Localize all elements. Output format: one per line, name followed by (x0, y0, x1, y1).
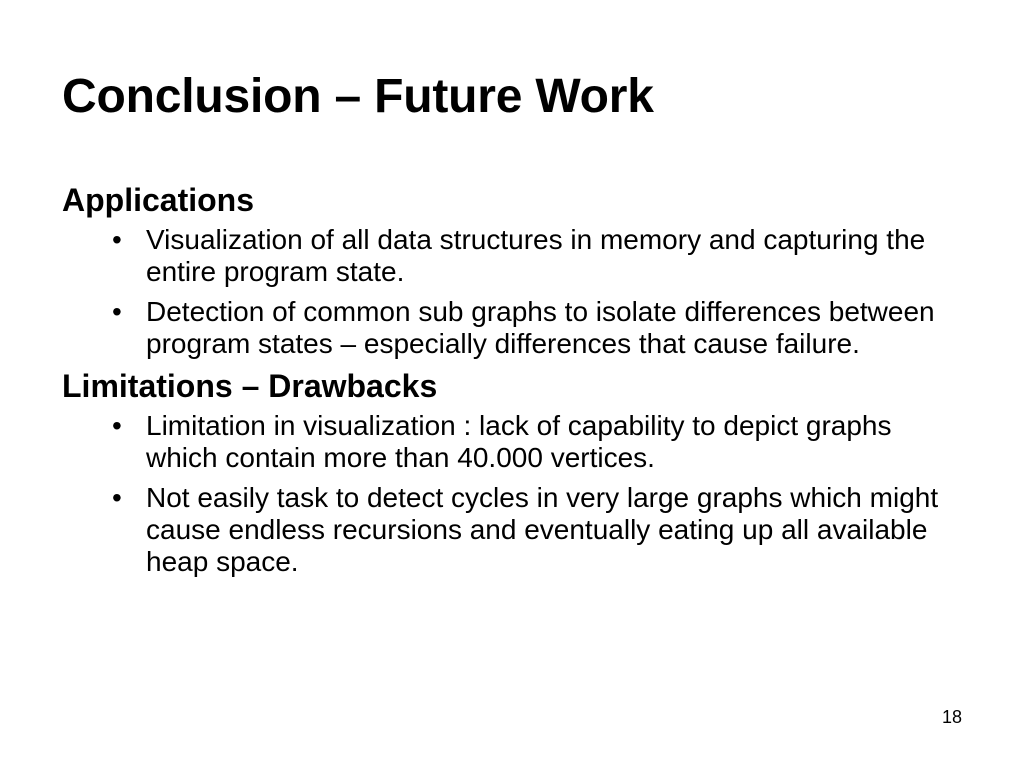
section-limitations (62, 366, 962, 578)
bullet-icon: • (112, 296, 122, 327)
bullet-text: Not easily task to detect cycles in very large graphs which might cause endless recursions and eventually eating up all available heap space. (146, 482, 939, 577)
section-heading-limitations: Limitations – Drawbacks (62, 368, 438, 404)
bullet-text: Detection of common sub graphs to isolate differences between program states – especially differences that cause failure. (146, 296, 935, 359)
bullet-item (62, 296, 962, 360)
bullet-list-limitations (62, 410, 962, 578)
slide-content (62, 180, 962, 578)
section-heading-applications: Applications (62, 182, 255, 218)
bullet-text: Limitation in visualization : lack of capability to depict graphs which contain more than 40.000 vertices. (146, 410, 892, 473)
bullet-icon: • (112, 224, 122, 255)
bullet-text: Visualization of all data structures in memory and capturing the entire program state. (146, 224, 926, 287)
bullet-icon: • (112, 482, 122, 513)
bullet-list-applications (62, 224, 962, 360)
bullet-item (62, 410, 962, 474)
bullet-item (62, 482, 962, 578)
bullet-item (62, 224, 962, 288)
section-applications (62, 180, 962, 360)
page-number: 18 (941, 707, 962, 727)
slide-title: Conclusion – Future Work (62, 70, 654, 123)
bullet-icon: • (112, 410, 122, 441)
